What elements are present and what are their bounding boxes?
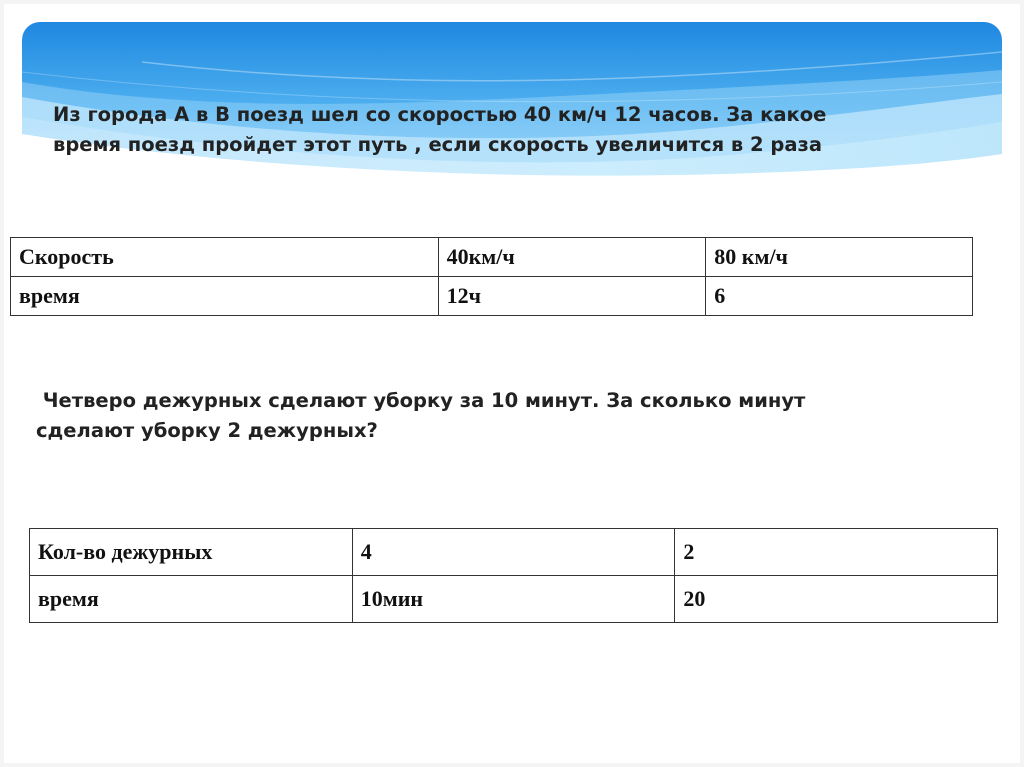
table-cell: 20 xyxy=(675,576,998,623)
table-cell: Кол-во дежурных xyxy=(30,529,353,576)
table-cell: 10мин xyxy=(352,576,675,623)
table-cell: 6 xyxy=(706,277,973,316)
problem-1-text xyxy=(53,100,826,160)
table-cell: 80 км/ч xyxy=(706,238,973,277)
problem-2-line-2: сделают уборку 2 дежурных? xyxy=(36,419,378,442)
table-row xyxy=(11,277,973,316)
table-cell: время xyxy=(11,277,439,316)
table-cell: 4 xyxy=(352,529,675,576)
duty-time-table xyxy=(29,528,998,623)
table-row xyxy=(30,529,998,576)
table-row xyxy=(30,576,998,623)
table-cell: 40км/ч xyxy=(438,238,706,277)
table-cell: 2 xyxy=(675,529,998,576)
problem-1-line-1: Из города А в В поезд шел со скоростью 40 км/ч 12 часов. За какое xyxy=(53,103,827,126)
table-row xyxy=(11,238,973,277)
speed-time-table xyxy=(10,237,973,316)
table-cell: время xyxy=(30,576,353,623)
table-cell: 12ч xyxy=(438,277,706,316)
table-cell: Скорость xyxy=(11,238,439,277)
problem-1-line-2: время поезд пройдет этот путь , если скорость увеличится в 2 раза xyxy=(53,133,823,156)
problem-2-text xyxy=(36,386,805,446)
problem-2-line-1: Четверо дежурных сделают уборку за 10 минут. За сколько минут xyxy=(36,389,806,412)
